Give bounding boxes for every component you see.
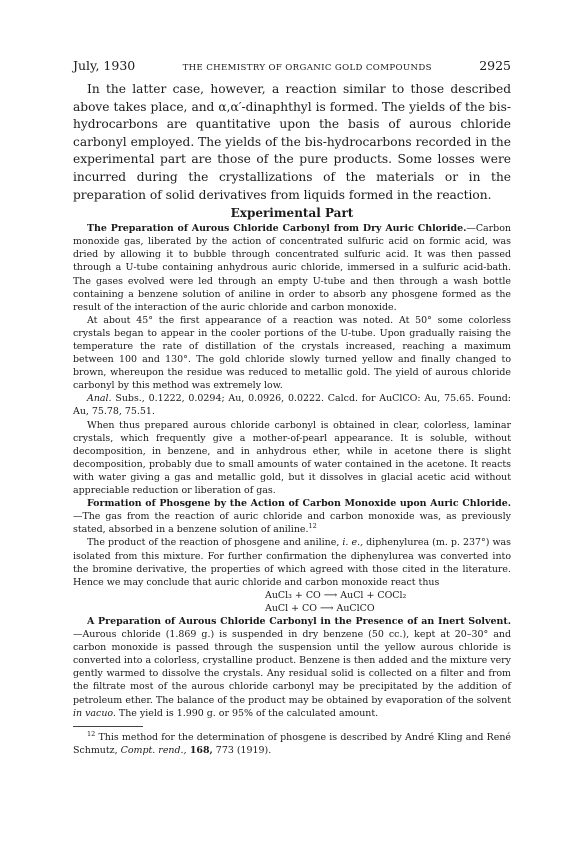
paragraph-text: diphenylurea (m. p. 237°) was isolated from this mixture. For further confirmation the diphenylurea was converted into the bromine derivative, the properties of which agreed with those cited in the literature. Hence we may conclude that auric chloride and carbon monoxide react thus bbox=[73, 537, 511, 588]
paragraph-preparation-dry bbox=[73, 222, 511, 314]
section-title: Experimental Part bbox=[230, 206, 354, 221]
footnote-text: This method for the determination of phosgene is described by André Kling and René Schmutz, bbox=[73, 731, 511, 756]
footnote-number: 12 bbox=[87, 729, 96, 738]
paragraph-body: The yield is 1.990 g. or 95% of the calculated amount. bbox=[115, 707, 379, 719]
footnote-journal: Compt. rend., bbox=[120, 744, 187, 756]
footnote-divider bbox=[73, 726, 143, 727]
intro-paragraph: In the latter case, however, a reaction similar to those described above takes place, and α,α′-dinaphthyl is formed. The yields of the bis-hydrocarbons are quantitative upon the basis of aurous chloride carbonyl employed. The yields of the bis-hydrocarbons recorded in the experimental part are those of the pure products. Some losses were incurred during the crystallizations of the materials or in the preparation of solid derivatives from liquids formed in the reaction. bbox=[73, 82, 511, 202]
italic-text: in vacuo. bbox=[73, 707, 116, 719]
page-header bbox=[73, 58, 511, 73]
analysis-label: Anal. bbox=[87, 393, 112, 405]
footnote-reference[interactable]: 12 bbox=[308, 522, 317, 531]
equation-1: AuCl₃ + CO ⟶ AuCl + COCl₂ bbox=[265, 589, 407, 601]
equation-2: AuCl + CO ⟶ AuClCO bbox=[265, 602, 375, 614]
paragraph-body: —Carbon monoxide gas, liberated by the action of concentrated sulfuric acid on formic acid, was dried by allowing it to bubble through concentrated sulfuric acid. It was then passed through a U-tube containing anhydrous auric chloride, immersed in a sulfuric acid-bath. The gases evolved were led through an empty U-tube and then through a wash bottle containing a benzene solution of aniline in order to absorb any phosgene formed as the result of the interaction of the auric chloride and carbon monoxide. bbox=[73, 223, 511, 313]
paragraph-analysis bbox=[73, 392, 511, 418]
paragraph-body: —Aurous chloride (1.869 g.) is suspended in dry benzene (50 cc.), kept at 20–30° and carbon monoxide is passed through the suspension until the yellow aurous chloride is converted into a colorless, crystalline product. Benzene is then added and the mixture very gently warmed to dissolve the crystals. Any residual solid is collected on a filter and from the filtrate most of the aurous chloride carbonyl may be precipitated by the addition of petroleum ether. The balance of the product may be obtained by evaporation of the solvent bbox=[73, 629, 511, 706]
header-date: July, 1930 bbox=[73, 58, 136, 73]
running-title: THE CHEMISTRY OF ORGANIC GOLD COMPOUNDS bbox=[182, 63, 432, 73]
paragraph-phosgene bbox=[73, 497, 511, 536]
paragraph-diphenylurea bbox=[73, 536, 511, 588]
analysis-values: Subs., 0.1222, 0.0294; Au, 0.0926, 0.0222. Calcd. for AuClCO: Au, 75.65. Found: Au, 75.78, 75.51. bbox=[73, 393, 511, 418]
paragraph-heading: A Preparation of Aurous Chloride Carbonyl in the Presence of an Inert Solvent. bbox=[87, 615, 511, 627]
paragraph-inert-solvent bbox=[73, 615, 511, 720]
page-number: 2925 bbox=[479, 58, 511, 73]
paragraph-heading: Formation of Phosgene by the Action of Carbon Monoxide upon Auric Chloride. bbox=[87, 498, 511, 510]
footnote bbox=[73, 731, 511, 757]
paragraph-reaction-observations: At about 45° the first appearance of a reaction was noted. At 50° some colorless crystals began to appear in the cooler portions of the U-tube. Upon gradually raising the temperature the rate of distillation of the crystals increased, reaching a maximum between 100 and 130°. The gold chloride slowly turned yellow and finally changed to brown, whereupon the residue was reduced to metallic gold. The yield of aurous chloride carbonyl by this method was extremely low. bbox=[73, 314, 511, 392]
paragraph-text: The product of the reaction of phosgene and aniline, bbox=[87, 537, 343, 549]
paragraph-body: —The gas from the reaction of auric chloride and carbon monoxide was, as previously stated, absorbed in a benzene solution of aniline. bbox=[73, 511, 511, 536]
italic-text: i. e., bbox=[342, 537, 364, 549]
footnote-text: 773 (1919). bbox=[212, 744, 272, 756]
paragraph-properties: When thus prepared aurous chloride carbonyl is obtained in clear, colorless, laminar crystals, which frequently give a mother-of-pearl appearance. It is soluble, without decomposition, in benzene, and in anhydrous ether, while in acetone there is slight decomposition, probably due to small amounts of water contained in the acetone. It reacts with water giving a gas and metallic gold, but it dissolves in glacial acetic acid without appreciable reduction or liberation of gas. bbox=[73, 419, 511, 497]
paragraph-heading: The Preparation of Aurous Chloride Carbonyl from Dry Auric Chloride. bbox=[87, 223, 467, 235]
footnote-volume: 168, bbox=[186, 744, 213, 756]
